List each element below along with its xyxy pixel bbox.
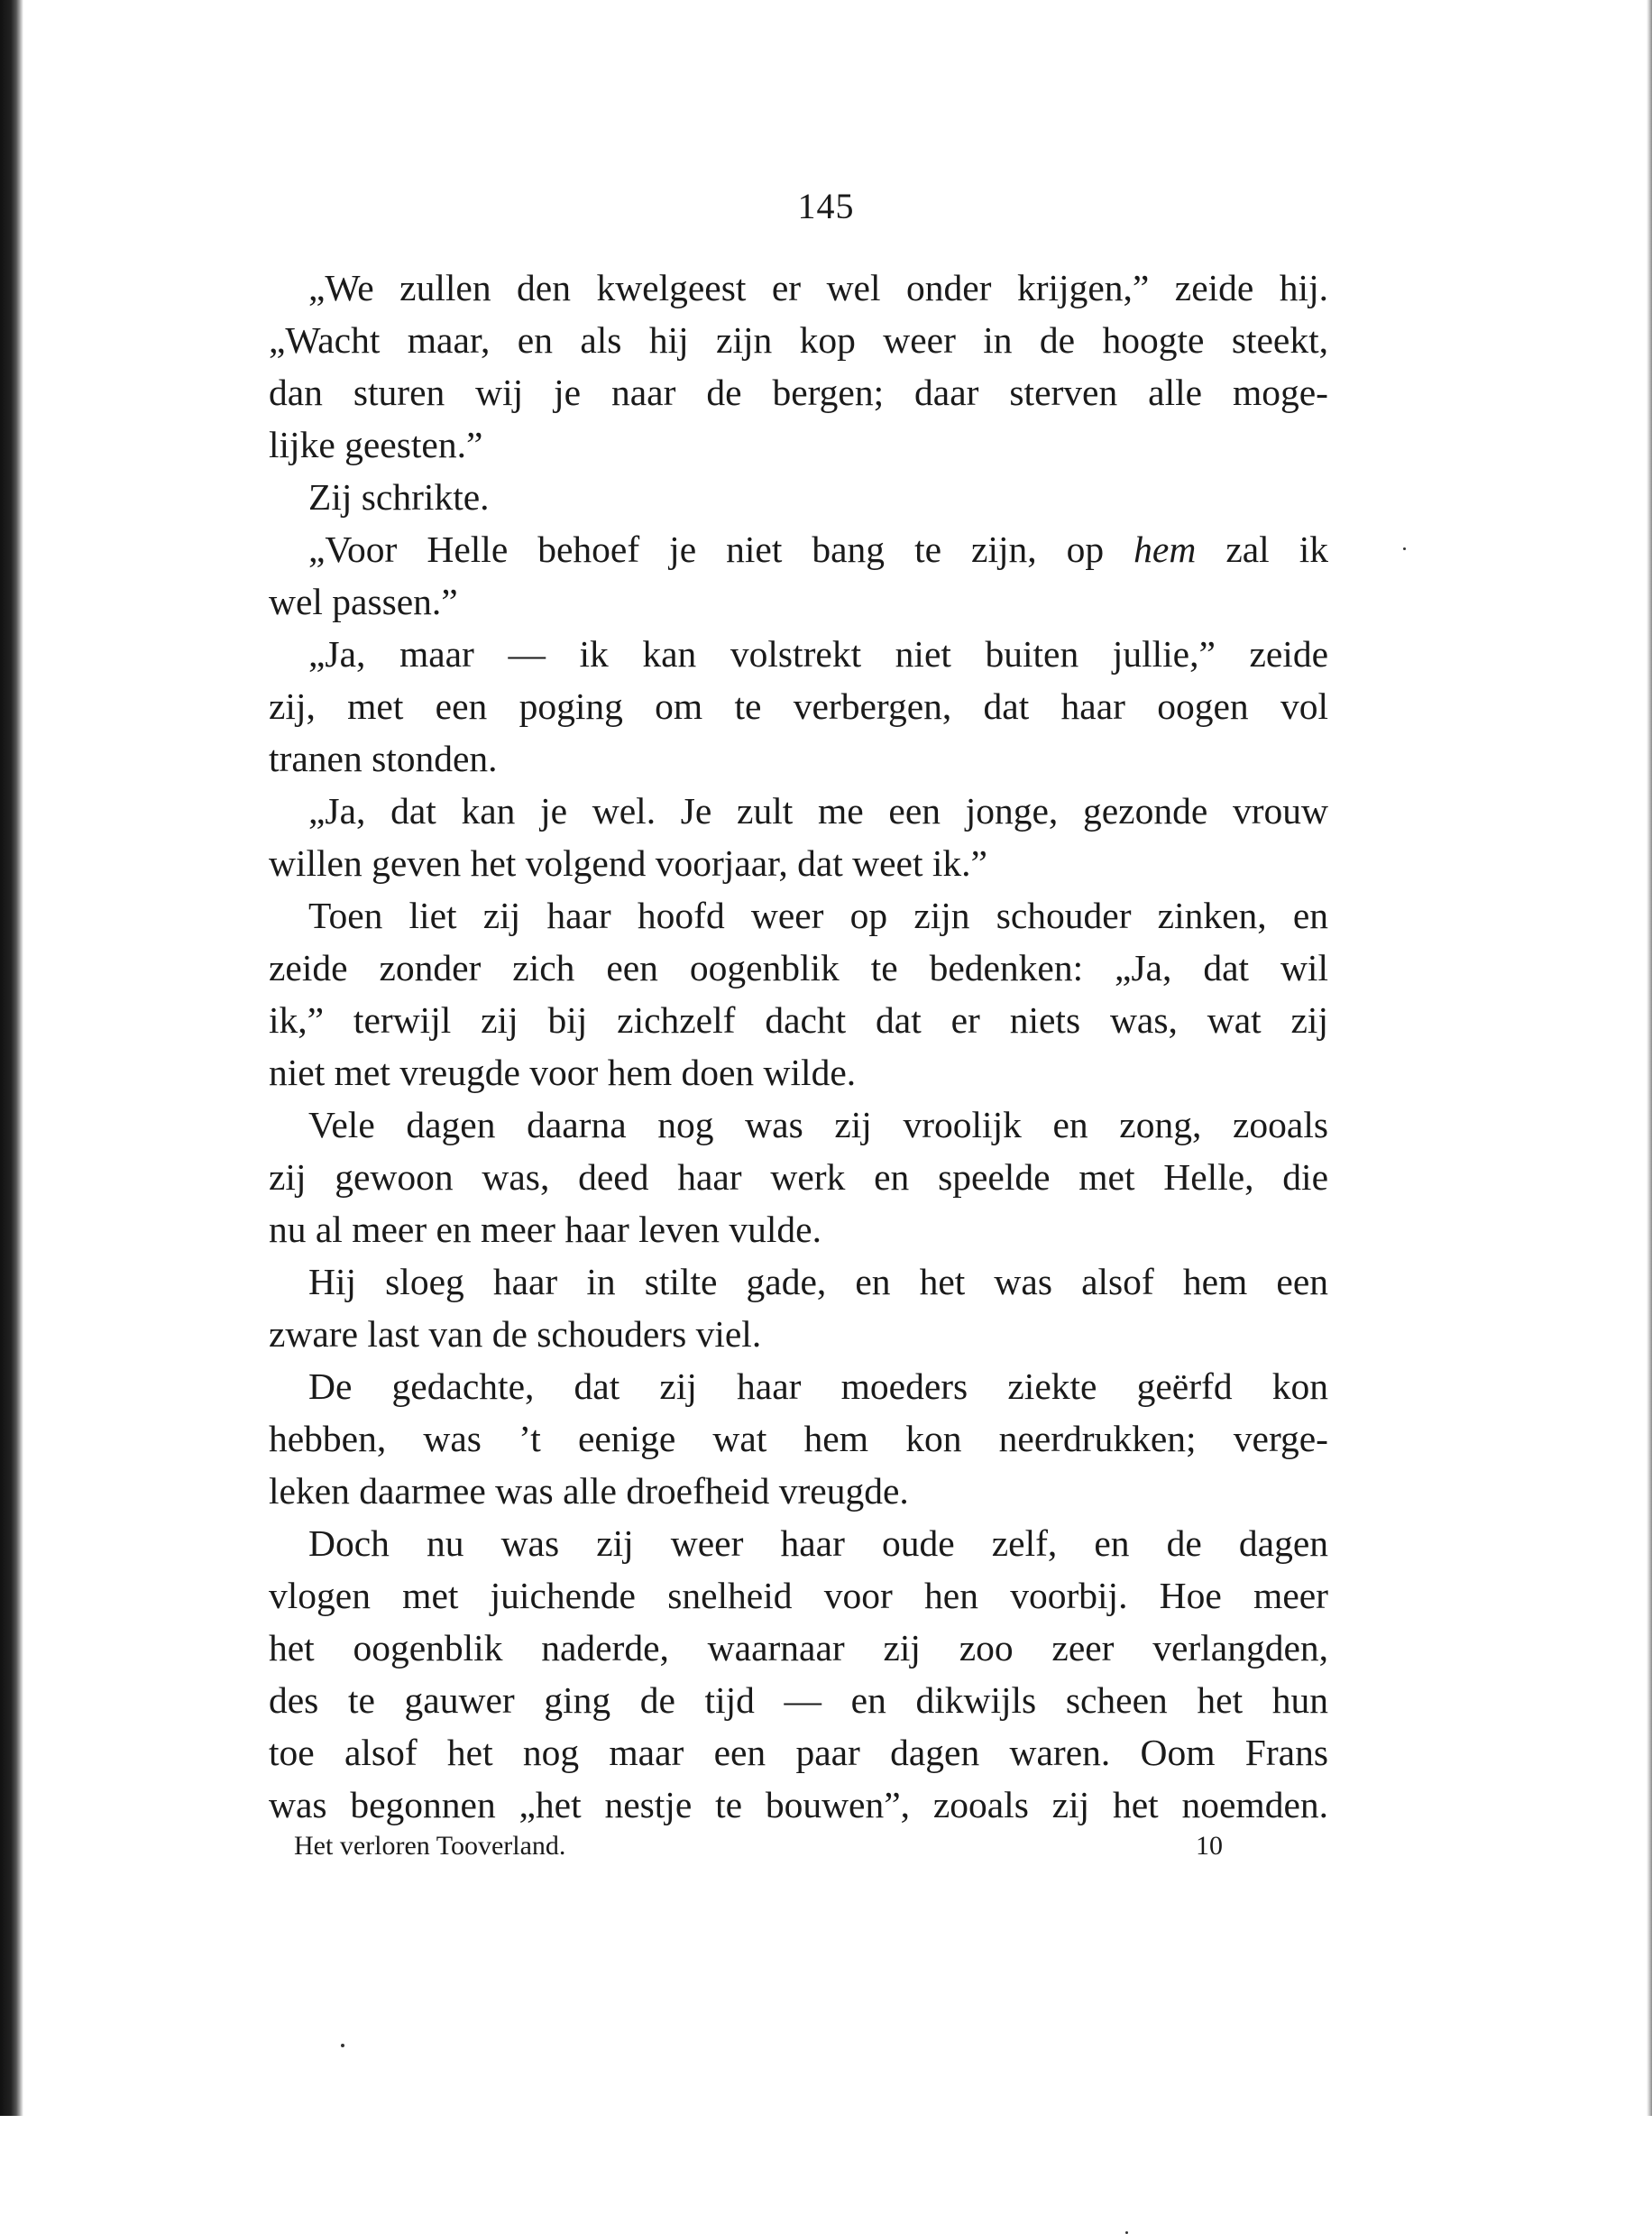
- text-line: tranen stonden.: [269, 738, 498, 779]
- text-line: „Voor Helle behoef je niet bang te zijn, op hem zal ik: [308, 529, 1328, 570]
- scan-binding-edge: [0, 0, 23, 2116]
- text-line: willen geven het volgend voorjaar, dat weet ik.”: [269, 842, 987, 884]
- text-line: nu al meer en meer haar leven vulde.: [269, 1209, 821, 1250]
- text-line: niet met vreugde voor hem doen wilde.: [269, 1052, 857, 1093]
- page-footer: [294, 1831, 1223, 1862]
- text-line: De gedachte, dat zij haar moeders ziekte geërfd kon: [308, 1365, 1328, 1407]
- scan-speck: [1403, 547, 1406, 550]
- text-line: het oogenblik naderde, waarnaar zij zoo zeer verlangden,: [269, 1627, 1328, 1669]
- text-line: dan sturen wij je naar de bergen; daar sterven alle moge-: [269, 372, 1328, 413]
- text-line: leken daarmee was alle droefheid vreugde.: [269, 1470, 909, 1512]
- text-line: Toen liet zij haar hoofd weer op zijn schouder zinken, en: [308, 895, 1328, 936]
- text-line: zij gewoon was, deed haar werk en speelde met Helle, die: [269, 1156, 1328, 1198]
- text-line: „Wacht maar, en als hij zijn kop weer in de hoogte steekt,: [269, 319, 1328, 361]
- text-line: Vele dagen daarna nog was zij vroolijk en zong, zooals: [308, 1104, 1328, 1145]
- text-line: vlogen met juichende snelheid voor hen voorbij. Hoe meer: [269, 1575, 1328, 1616]
- text-line: zware last van de schouders viel.: [269, 1313, 762, 1355]
- text-line: Zij schrikte.: [308, 476, 490, 518]
- text-line: „Ja, maar — ik kan volstrekt niet buiten jullie,” zeide: [308, 633, 1328, 675]
- scan-right-edge: [1647, 0, 1652, 2116]
- text-line: „We zullen den kwelgeest er wel onder krijgen,” zeide hij.: [308, 267, 1328, 308]
- text-line: hebben, was ’t eenige wat hem kon neerdrukken; verge-: [269, 1418, 1328, 1459]
- text-line: Doch nu was zij weer haar oude zelf, en de dagen: [308, 1522, 1328, 1564]
- text-line: was begonnen „het nestje te bouwen”, zooals zij het noemden.: [269, 1784, 1328, 1825]
- text-line: toe alsof het nog maar een paar dagen waren. Oom Frans: [269, 1732, 1328, 1773]
- text-line: lijke geesten.”: [269, 424, 483, 465]
- text-line: ik,” terwijl zij bij zichzelf dacht dat er niets was, wat zij: [269, 999, 1328, 1041]
- signature-mark: 10: [1196, 1831, 1223, 1861]
- text-line: zeide zonder zich een oogenblik te bedenken: „Ja, dat wil: [269, 947, 1328, 988]
- text-line: Hij sloeg haar in stilte gade, en het was alsof hem een: [308, 1261, 1328, 1302]
- text-line: wel passen.”: [269, 581, 458, 622]
- text-line: zij, met een poging om te verbergen, dat haar oogen vol: [269, 685, 1328, 727]
- scan-speck: [341, 2044, 344, 2047]
- text-line: „Ja, dat kan je wel. Je zult me een jonge, gezonde vrouw: [308, 790, 1328, 832]
- footer-book-title: Het verloren Tooverland.: [294, 1831, 566, 1861]
- body-text: [269, 262, 1328, 1831]
- text-line: des te gauwer ging de tijd — en dikwijls scheen het hun: [269, 1679, 1328, 1721]
- page-number: 145: [797, 186, 855, 226]
- emphasis-word: hem: [1133, 529, 1197, 570]
